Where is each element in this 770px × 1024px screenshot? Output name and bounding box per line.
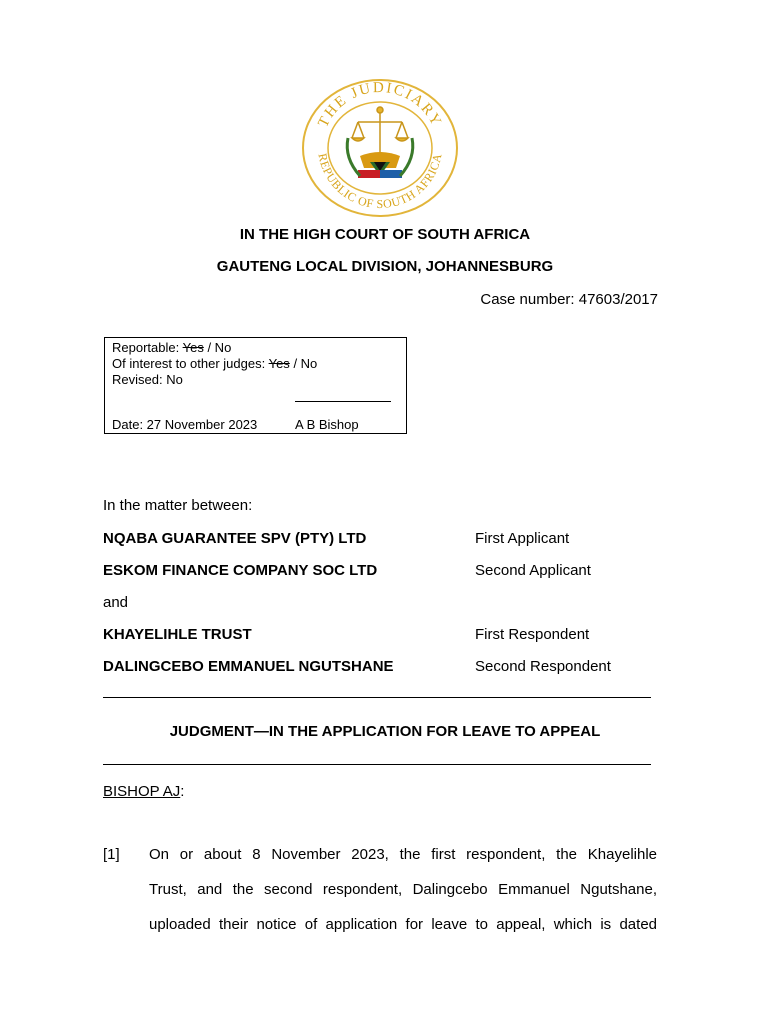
party-role: Second Applicant [475,562,591,579]
interest-line: Of interest to other judges: Yes / No [112,356,318,371]
box-signatory: A B Bishop [295,417,359,432]
party-role: First Respondent [475,626,590,643]
seal-top-text: THE JUDICIARY [315,79,445,131]
party-name: NQABA GUARANTEE SPV (PTY) LTD [103,530,367,547]
judiciary-seal [300,78,460,218]
divider-bottom [103,764,651,765]
paragraph-line: Trust, and the second respondent, Dalingcebo Emmanuel Ngutshane, [149,881,657,898]
judge-name: BISHOP AJ: [103,783,185,800]
judgment-title: JUDGMENT—IN THE APPLICATION FOR LEAVE TO APPEAL [169,723,601,740]
party-name: ESKOM FINANCE COMPANY SOC LTD [103,562,378,579]
signature-line [295,401,391,402]
paragraph-line: On or about 8 November 2023, the first respondent, the Khayelihle [149,846,657,863]
case-number: Case number: 47603/2017 [480,291,658,308]
scales-icon [352,107,408,156]
box-date: Date: 27 November 2023 [112,417,258,432]
paragraph-line: uploaded their notice of application for leave to appeal, which is dated [149,916,657,933]
paragraph-number: [1] [103,846,120,863]
party-role: First Applicant [475,530,570,547]
court-heading: IN THE HIGH COURT OF SOUTH AFRICA [239,226,531,243]
matter-intro: In the matter between: [103,497,253,514]
party-role: Second Respondent [475,658,611,675]
divider-top [103,697,651,698]
reportable-line: Reportable: Yes / No [112,340,232,355]
party-name: DALINGCEBO EMMANUEL NGUTSHANE [103,658,394,675]
and-text: and [103,594,129,611]
reportable-box [104,337,407,434]
party-name: KHAYELIHLE TRUST [103,626,252,643]
revised-line: Revised: No [112,372,183,387]
division-heading: GAUTENG LOCAL DIVISION, JOHANNESBURG [216,258,554,275]
seal-bottom-text: REPUBLIC OF SOUTH AFRICA [315,152,445,212]
